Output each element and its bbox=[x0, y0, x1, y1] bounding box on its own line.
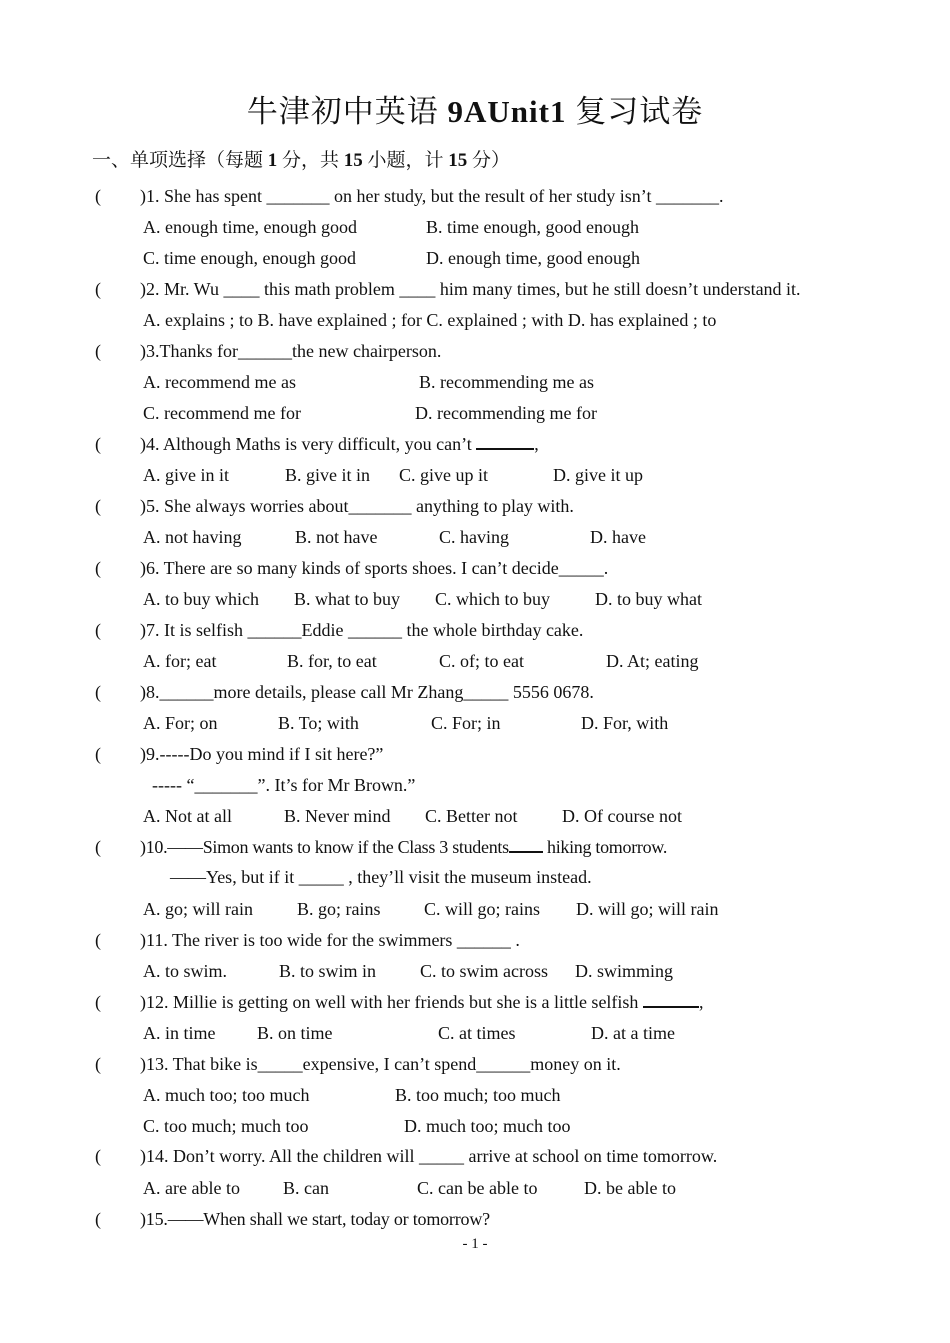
option: A. not having bbox=[143, 527, 242, 547]
question-1: )1. She has spent _______ on her study, but the result of her study isn’t _______. bbox=[140, 186, 724, 206]
option: C. of; to eat bbox=[439, 651, 524, 671]
option: A. in time bbox=[143, 1023, 216, 1043]
option: D. will go; will rain bbox=[576, 899, 719, 919]
option: B. recommending me as bbox=[419, 372, 594, 392]
option: A. for; eat bbox=[143, 651, 217, 671]
option: D. At; eating bbox=[606, 651, 699, 671]
option: A. For; on bbox=[143, 713, 218, 733]
option: B. time enough, good enough bbox=[426, 217, 639, 237]
document-title: 牛津初中英语 9AUnit1 复习试卷 bbox=[246, 94, 704, 129]
question-13: )13. That bike is_____expensive, I can’t spend______money on it. bbox=[140, 1054, 621, 1074]
answer-blank bbox=[643, 992, 699, 1008]
answer-paren: ( bbox=[95, 279, 101, 299]
option: B. Never mind bbox=[284, 806, 391, 826]
option: C. Better not bbox=[425, 806, 518, 826]
answer-paren: ( bbox=[95, 620, 101, 640]
question-4: )4. Although Maths is very difficult, you can’t , bbox=[140, 434, 539, 454]
answer-paren: ( bbox=[95, 496, 101, 516]
option: B. too much; too much bbox=[395, 1085, 561, 1105]
option: D. give it up bbox=[553, 465, 643, 485]
question-5: )5. She always worries about_______ anything to play with. bbox=[140, 496, 574, 516]
option: C. having bbox=[439, 527, 509, 547]
option: A. much too; too much bbox=[143, 1085, 310, 1105]
option: A. are able to bbox=[143, 1178, 240, 1198]
section-heading: 一、单项选择（每题 1 分，共 15 小题，计 15 分） bbox=[92, 150, 511, 171]
option: B. go; rains bbox=[297, 899, 381, 919]
option: B. To; with bbox=[278, 713, 359, 733]
answer-paren: ( bbox=[95, 930, 101, 950]
question-14: )14. Don’t worry. All the children will _____ arrive at school on time tomorrow. bbox=[140, 1146, 718, 1166]
answer-paren: ( bbox=[95, 837, 101, 857]
option: A. Not at all bbox=[143, 806, 232, 826]
option: D. have bbox=[590, 527, 646, 547]
option: A. to swim. bbox=[143, 961, 228, 981]
option: C. too much; much too bbox=[143, 1116, 309, 1136]
answer-paren: ( bbox=[95, 558, 101, 578]
question-9: )9.-----Do you mind if I sit here?” bbox=[140, 744, 384, 764]
option: D. much too; much too bbox=[404, 1116, 571, 1136]
option: C. give up it bbox=[399, 465, 488, 485]
option: B. to swim in bbox=[279, 961, 377, 981]
option: B. give it in bbox=[285, 465, 370, 485]
option: A. go; will rain bbox=[143, 899, 253, 919]
question-10: )10.——Simon wants to know if the Class 3 students hiking tomorrow. bbox=[140, 837, 668, 857]
answer-paren: ( bbox=[95, 434, 101, 454]
answer-paren: ( bbox=[95, 186, 101, 206]
option: C. at times bbox=[438, 1023, 516, 1043]
answer-blank bbox=[476, 434, 534, 450]
answer-paren: ( bbox=[95, 744, 101, 764]
question-3: )3.Thanks for______the new chairperson. bbox=[140, 341, 442, 361]
answer-paren: ( bbox=[95, 992, 101, 1012]
option: B. not have bbox=[295, 527, 378, 547]
question-12: )12. Millie is getting on well with her friends but she is a little selfish , bbox=[140, 992, 704, 1012]
option: A. recommend me as bbox=[143, 372, 296, 392]
answer-paren: ( bbox=[95, 1146, 101, 1166]
option: B. can bbox=[283, 1178, 329, 1198]
option: B. on time bbox=[257, 1023, 333, 1043]
answer-paren: ( bbox=[95, 341, 101, 361]
question-15: )15.——When shall we start, today or tomorrow? bbox=[140, 1209, 490, 1229]
question-2: )2. Mr. Wu ____ this math problem ____ him many times, but he still doesn’t understand it. bbox=[140, 279, 801, 299]
question-11: )11. The river is too wide for the swimmers ______ . bbox=[140, 930, 520, 950]
option: C. to swim across bbox=[420, 961, 548, 981]
option: B. for, to eat bbox=[287, 651, 377, 671]
option: A. give in it bbox=[143, 465, 229, 485]
option: D. be able to bbox=[584, 1178, 676, 1198]
option: D. swimming bbox=[575, 961, 674, 981]
answer-blank bbox=[509, 837, 543, 853]
option: A. explains ; to B. have explained ; for C. explained ; with D. has explained ; to bbox=[143, 310, 717, 330]
answer-paren: ( bbox=[95, 682, 101, 702]
option: D. at a time bbox=[591, 1023, 675, 1043]
option: D. Of course not bbox=[562, 806, 682, 826]
option: C. recommend me for bbox=[143, 403, 301, 423]
answer-paren: ( bbox=[95, 1054, 101, 1074]
page-number: - 1 - bbox=[462, 1236, 488, 1252]
question-9-dialogue: ----- “_______”. It’s for Mr Brown.” bbox=[152, 775, 416, 795]
option: D. to buy what bbox=[595, 589, 702, 609]
option: B. what to buy bbox=[294, 589, 400, 609]
option: A. enough time, enough good bbox=[143, 217, 357, 237]
answer-paren: ( bbox=[95, 1209, 101, 1229]
option: D. recommending me for bbox=[415, 403, 597, 423]
option: C. time enough, enough good bbox=[143, 248, 356, 268]
option: C. can be able to bbox=[417, 1178, 538, 1198]
option: A. to buy which bbox=[143, 589, 259, 609]
question-6: )6. There are so many kinds of sports shoes. I can’t decide_____. bbox=[140, 558, 609, 578]
question-7: )7. It is selfish ______Eddie ______ the whole birthday cake. bbox=[140, 620, 584, 640]
question-8: )8.______more details, please call Mr Zhang_____ 5556 0678. bbox=[140, 682, 594, 702]
option: C. which to buy bbox=[435, 589, 550, 609]
option: D. enough time, good enough bbox=[426, 248, 640, 268]
option: C. will go; rains bbox=[424, 899, 540, 919]
option: D. For, with bbox=[581, 713, 669, 733]
question-10-dialogue: ——Yes, but if it _____ , they’ll visit the museum instead. bbox=[170, 867, 592, 887]
option: C. For; in bbox=[431, 713, 501, 733]
